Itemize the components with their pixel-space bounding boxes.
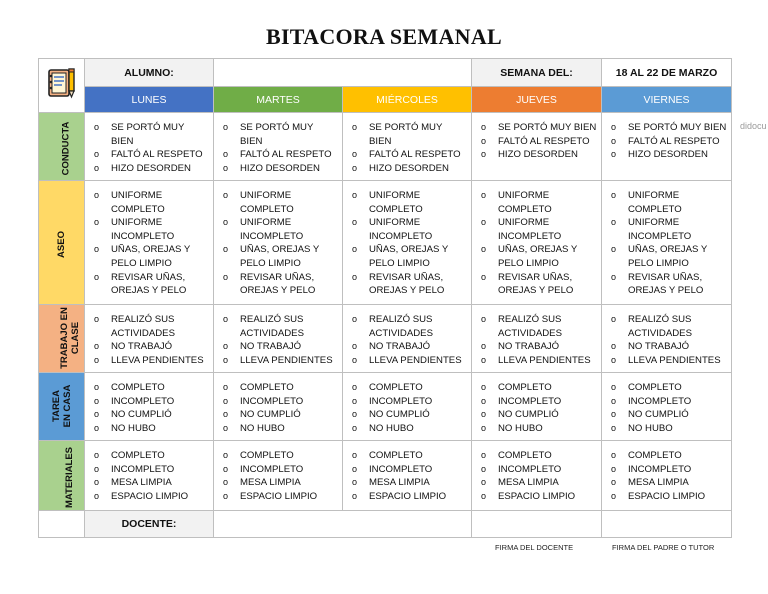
option-item[interactable]: o UNIFORME INCOMPLETO [223,216,338,243]
option-item[interactable]: o HIZO DESORDEN [481,148,597,162]
category-label: TRABAJO EN CLASE [59,306,81,369]
option-item[interactable]: o NO CUMPLIÓ [481,408,597,422]
option-item[interactable]: o LLEVA PENDIENTES [352,354,467,368]
option-item[interactable]: o NO TRABAJÓ [94,340,209,354]
options-list [85,305,213,367]
option-item[interactable]: o REALIZÓ SUS ACTIVIDADES [481,313,597,340]
option-item[interactable]: o UNIFORME COMPLETO [481,189,597,216]
options-list [472,373,601,435]
option-item[interactable]: o INCOMPLETO [481,395,597,409]
option-item[interactable]: o UNIFORME INCOMPLETO [94,216,209,243]
options-list [472,181,601,298]
option-item[interactable]: o UÑAS, OREJAS Y PELO LIMPIO [481,243,597,270]
option-item[interactable]: o COMPLETO [352,449,467,463]
options-list [214,113,342,175]
options-list [343,181,471,298]
notebook-pencil-icon [46,66,78,100]
option-item[interactable]: o SE PORTÓ MUY BIEN [611,121,727,135]
day-header-2: MIÉRCOLES [343,87,472,113]
category-label: MATERIALES [64,446,76,508]
options-list [214,181,342,298]
weekly-log-table [38,58,732,538]
option-item[interactable]: o NO TRABAJÓ [352,340,467,354]
options-cell [602,113,732,181]
week-label: SEMANA DEL: [472,59,602,87]
option-item[interactable]: o SE PORTÓ MUY BIEN [223,121,338,148]
option-item[interactable]: o NO HUBO [611,422,727,436]
header-row [39,59,732,87]
option-item[interactable]: o MESA LIMPIA [223,476,338,490]
options-cell [602,441,732,511]
category-label: CONDUCTA [60,121,72,175]
option-item[interactable]: o REVISAR UÑAS, OREJAS Y PELO [94,271,209,298]
watermark-text: didocu [740,121,767,131]
option-item[interactable]: o ESPACIO LIMPIO [223,490,338,504]
day-header-0: LUNES [85,87,214,113]
options-cell [85,441,214,511]
option-item[interactable]: o HIZO DESORDEN [611,148,727,162]
option-item[interactable]: o SE PORTÓ MUY BIEN [481,121,597,135]
options-cell [214,305,343,373]
option-item[interactable]: o COMPLETO [94,449,209,463]
category-row [39,373,732,441]
option-item[interactable]: o NO CUMPLIÓ [94,408,209,422]
option-item[interactable]: o FALTÓ AL RESPETO [481,135,597,149]
options-cell [85,181,214,305]
option-item[interactable]: o NO TRABAJÓ [223,340,338,354]
options-list [343,305,471,367]
teacher-row [39,511,732,538]
options-list [343,441,471,503]
options-cell [343,441,472,511]
option-item[interactable]: o COMPLETO [223,449,338,463]
option-item[interactable]: o INCOMPLETO [352,463,467,477]
option-item[interactable]: o NO HUBO [94,422,209,436]
option-item[interactable]: o LLEVA PENDIENTES [94,354,209,368]
option-item[interactable]: o INCOMPLETO [94,395,209,409]
category-row [39,305,732,373]
option-item[interactable]: o REVISAR UÑAS, OREJAS Y PELO [611,271,727,298]
category-label-cell [39,305,85,373]
category-label-cell [39,113,85,181]
footer-empty-cell [39,511,85,538]
options-list [472,113,601,162]
options-list [602,113,731,162]
option-item[interactable]: o MESA LIMPIA [611,476,727,490]
options-cell [214,181,343,305]
option-item[interactable]: o UÑAS, OREJAS Y PELO LIMPIO [611,243,727,270]
option-item[interactable]: o INCOMPLETO [481,463,597,477]
week-value: 18 AL 22 DE MARZO [602,59,732,87]
options-cell [85,305,214,373]
option-item[interactable]: o COMPLETO [481,449,597,463]
category-label-cell [39,441,85,511]
option-item[interactable]: o ESPACIO LIMPIO [94,490,209,504]
category-label: TAREA EN CASA [51,384,73,427]
category-row [39,441,732,511]
options-cell [472,441,602,511]
options-cell [472,181,602,305]
option-item[interactable]: o COMPLETO [94,381,209,395]
options-list [343,113,471,175]
option-item[interactable]: o FALTÓ AL RESPETO [94,148,209,162]
option-item[interactable]: o INCOMPLETO [611,395,727,409]
logo-cell [39,59,85,113]
days-row [39,87,732,113]
options-list [602,441,731,503]
options-cell [214,441,343,511]
option-item[interactable]: o REVISAR UÑAS, OREJAS Y PELO [481,271,597,298]
option-item[interactable]: o LLEVA PENDIENTES [611,354,727,368]
option-item[interactable]: o COMPLETO [611,381,727,395]
student-label: ALUMNO: [85,59,214,87]
option-item[interactable]: o UNIFORME INCOMPLETO [611,216,727,243]
options-list [214,305,342,367]
option-item[interactable]: o NO HUBO [481,422,597,436]
category-row [39,113,732,181]
options-list [602,181,731,298]
option-item[interactable]: o INCOMPLETO [94,463,209,477]
options-list [214,373,342,435]
options-cell [343,113,472,181]
category-label-cell [39,373,85,441]
option-item[interactable]: o LLEVA PENDIENTES [481,354,597,368]
option-item[interactable]: o ESPACIO LIMPIO [481,490,597,504]
options-list [602,373,731,435]
option-item[interactable]: o COMPLETO [352,381,467,395]
option-item[interactable]: o NO CUMPLIÓ [611,408,727,422]
option-item[interactable]: o REVISAR UÑAS, OREJAS Y PELO [223,271,338,298]
parent-signature-caption: FIRMA DEL PADRE O TUTOR [612,543,715,552]
teacher-label: DOCENTE: [85,511,214,538]
option-item[interactable]: o ESPACIO LIMPIO [611,490,727,504]
option-item[interactable]: o NO CUMPLIÓ [352,408,467,422]
options-cell [472,305,602,373]
options-cell [602,181,732,305]
category-label: ASEO [56,230,67,258]
options-cell [85,373,214,441]
option-item[interactable]: o NO TRABAJÓ [481,340,597,354]
option-item[interactable]: o HIZO DESORDEN [352,162,467,176]
option-item[interactable]: o MESA LIMPIA [481,476,597,490]
option-item[interactable]: o MESA LIMPIA [94,476,209,490]
option-item[interactable]: o UÑAS, OREJAS Y PELO LIMPIO [352,243,467,270]
options-cell [343,305,472,373]
options-cell [472,113,602,181]
parent-signature-field[interactable] [602,511,732,538]
option-item[interactable]: o REALIZÓ SUS ACTIVIDADES [223,313,338,340]
option-item[interactable]: o UÑAS, OREJAS Y PELO LIMPIO [223,243,338,270]
options-cell [343,181,472,305]
option-item[interactable]: o UNIFORME COMPLETO [94,189,209,216]
option-item[interactable]: o INCOMPLETO [223,463,338,477]
options-cell [602,305,732,373]
option-item[interactable]: o REALIZÓ SUS ACTIVIDADES [611,313,727,340]
teacher-name-field[interactable] [214,511,472,538]
category-row [39,181,732,305]
teacher-signature-field[interactable] [472,511,602,538]
option-item[interactable]: o REALIZÓ SUS ACTIVIDADES [352,313,467,340]
option-item[interactable]: o COMPLETO [223,381,338,395]
day-header-1: MARTES [214,87,343,113]
option-item[interactable]: o SE PORTÓ MUY BIEN [94,121,209,148]
option-item[interactable]: o INCOMPLETO [352,395,467,409]
option-item[interactable]: o HIZO DESORDEN [223,162,338,176]
day-header-3: JUEVES [472,87,602,113]
student-name-field[interactable] [214,59,472,87]
options-list [85,441,213,503]
option-item[interactable]: o UNIFORME COMPLETO [352,189,467,216]
option-item[interactable]: o SE PORTÓ MUY BIEN [352,121,467,148]
options-list [85,181,213,298]
option-item[interactable]: o REALIZÓ SUS ACTIVIDADES [94,313,209,340]
option-item[interactable]: o HIZO DESORDEN [94,162,209,176]
option-item[interactable]: o UNIFORME COMPLETO [611,189,727,216]
option-item[interactable]: o FALTÓ AL RESPETO [611,135,727,149]
options-list [214,441,342,503]
option-item[interactable]: o REVISAR UÑAS, OREJAS Y PELO [352,271,467,298]
option-item[interactable]: o NO HUBO [352,422,467,436]
option-item[interactable]: o FALTÓ AL RESPETO [352,148,467,162]
options-list [85,113,213,175]
options-list [602,305,731,367]
category-label-cell [39,181,85,305]
option-item[interactable]: o UÑAS, OREJAS Y PELO LIMPIO [94,243,209,270]
option-item[interactable]: o FALTÓ AL RESPETO [223,148,338,162]
options-list [343,373,471,435]
option-item[interactable]: o UNIFORME COMPLETO [223,189,338,216]
options-cell [472,373,602,441]
teacher-signature-caption: FIRMA DEL DOCENTE [495,543,574,552]
option-item[interactable]: o NO HUBO [223,422,338,436]
page-title: BITACORA SEMANAL [265,24,503,49]
option-item[interactable]: o MESA LIMPIA [352,476,467,490]
option-item[interactable]: o UNIFORME INCOMPLETO [352,216,467,243]
option-item[interactable]: o COMPLETO [481,381,597,395]
option-item[interactable]: o COMPLETO [611,449,727,463]
options-cell [343,373,472,441]
options-cell [85,113,214,181]
option-item[interactable]: o NO TRABAJÓ [611,340,727,354]
option-item[interactable]: o INCOMPLETO [223,395,338,409]
options-list [472,305,601,367]
option-item[interactable]: o INCOMPLETO [611,463,727,477]
option-item[interactable]: o UNIFORME INCOMPLETO [481,216,597,243]
options-list [472,441,601,503]
option-item[interactable]: o LLEVA PENDIENTES [223,354,338,368]
option-item[interactable]: o ESPACIO LIMPIO [352,490,467,504]
option-item[interactable]: o NO CUMPLIÓ [223,408,338,422]
options-list [85,373,213,435]
options-cell [214,113,343,181]
day-header-4: VIERNES [602,87,732,113]
options-cell [602,373,732,441]
options-cell [214,373,343,441]
